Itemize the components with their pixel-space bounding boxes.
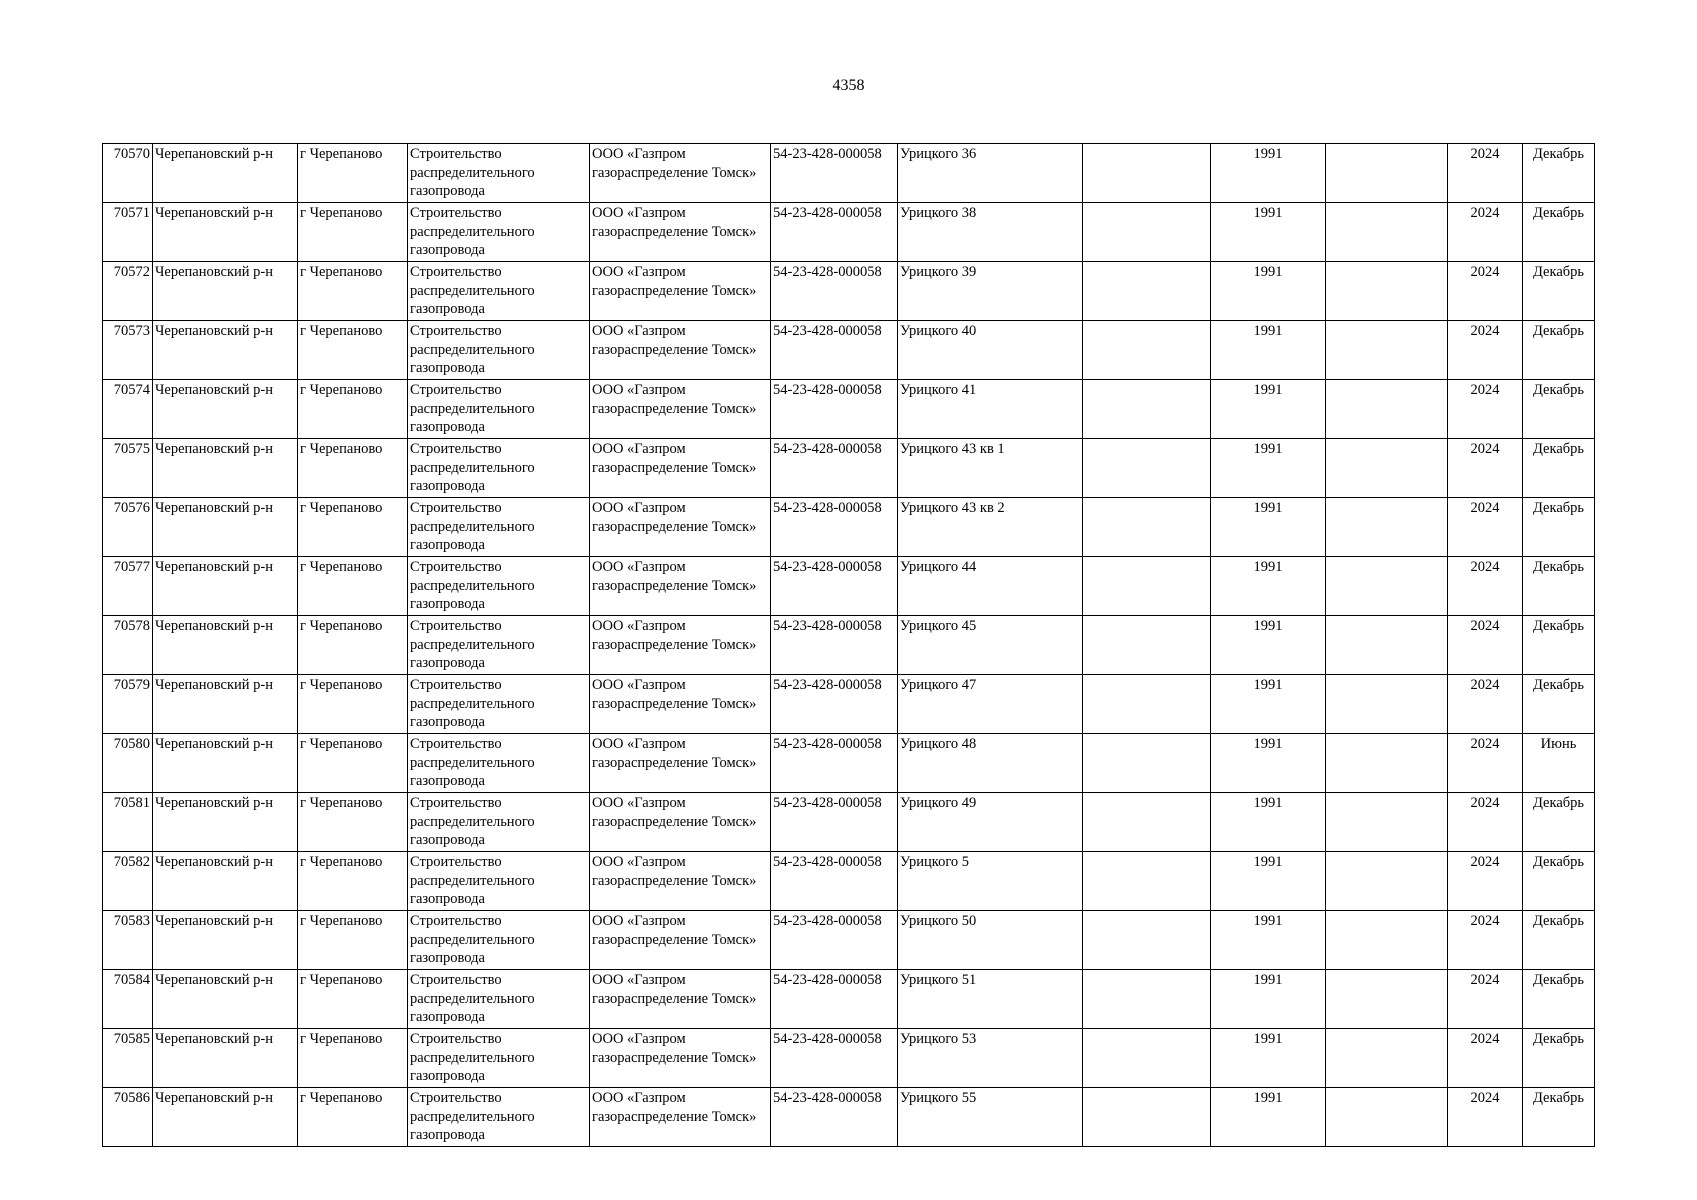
empty-cell bbox=[1326, 380, 1448, 439]
empty-cell bbox=[1326, 1088, 1448, 1147]
table-row bbox=[103, 557, 1595, 616]
build-year-cell: 1991 bbox=[1211, 1088, 1326, 1147]
plan-year-cell: 2024 bbox=[1448, 616, 1523, 675]
table-row bbox=[103, 852, 1595, 911]
town-cell: г Черепаново bbox=[298, 911, 408, 970]
empty-cell bbox=[1083, 734, 1211, 793]
district-cell: Черепановский р-н bbox=[153, 1088, 298, 1147]
empty-cell bbox=[1083, 439, 1211, 498]
work-type-cell: Строительство распределительного газопровода bbox=[408, 203, 590, 262]
plan-month-cell: Декабрь bbox=[1523, 380, 1595, 439]
district-cell: Черепановский р-н bbox=[153, 911, 298, 970]
plan-year-cell: 2024 bbox=[1448, 970, 1523, 1029]
plan-month-cell: Июнь bbox=[1523, 734, 1595, 793]
organization-cell: ООО «Газпром газораспределение Томск» bbox=[590, 203, 771, 262]
row-number-cell: 70574 bbox=[103, 380, 153, 439]
table-row bbox=[103, 262, 1595, 321]
empty-cell bbox=[1083, 852, 1211, 911]
object-code-cell: 54-23-428-000058 bbox=[771, 675, 898, 734]
empty-cell bbox=[1083, 911, 1211, 970]
row-number-cell: 70570 bbox=[103, 144, 153, 203]
plan-year-cell: 2024 bbox=[1448, 262, 1523, 321]
build-year-cell: 1991 bbox=[1211, 1029, 1326, 1088]
build-year-cell: 1991 bbox=[1211, 498, 1326, 557]
plan-year-cell: 2024 bbox=[1448, 793, 1523, 852]
empty-cell bbox=[1326, 970, 1448, 1029]
empty-cell bbox=[1326, 439, 1448, 498]
object-code-cell: 54-23-428-000058 bbox=[771, 1088, 898, 1147]
empty-cell bbox=[1326, 734, 1448, 793]
organization-cell: ООО «Газпром газораспределение Томск» bbox=[590, 1088, 771, 1147]
plan-year-cell: 2024 bbox=[1448, 675, 1523, 734]
address-cell: Урицкого 47 bbox=[898, 675, 1083, 734]
empty-cell bbox=[1083, 675, 1211, 734]
empty-cell bbox=[1326, 793, 1448, 852]
town-cell: г Черепаново bbox=[298, 439, 408, 498]
district-cell: Черепановский р-н bbox=[153, 262, 298, 321]
plan-year-cell: 2024 bbox=[1448, 557, 1523, 616]
table-row bbox=[103, 793, 1595, 852]
table-row bbox=[103, 321, 1595, 380]
row-number-cell: 70572 bbox=[103, 262, 153, 321]
plan-year-cell: 2024 bbox=[1448, 321, 1523, 380]
table-row bbox=[103, 675, 1595, 734]
work-type-cell: Строительство распределительного газопровода bbox=[408, 557, 590, 616]
town-cell: г Черепаново bbox=[298, 852, 408, 911]
town-cell: г Черепаново bbox=[298, 498, 408, 557]
plan-month-cell: Декабрь bbox=[1523, 144, 1595, 203]
work-type-cell: Строительство распределительного газопровода bbox=[408, 734, 590, 793]
plan-month-cell: Декабрь bbox=[1523, 911, 1595, 970]
organization-cell: ООО «Газпром газораспределение Томск» bbox=[590, 793, 771, 852]
row-number-cell: 70580 bbox=[103, 734, 153, 793]
work-type-cell: Строительство распределительного газопровода bbox=[408, 1088, 590, 1147]
address-cell: Урицкого 43 кв 2 bbox=[898, 498, 1083, 557]
row-number-cell: 70578 bbox=[103, 616, 153, 675]
work-type-cell: Строительство распределительного газопровода bbox=[408, 852, 590, 911]
organization-cell: ООО «Газпром газораспределение Томск» bbox=[590, 557, 771, 616]
organization-cell: ООО «Газпром газораспределение Томск» bbox=[590, 439, 771, 498]
row-number-cell: 70586 bbox=[103, 1088, 153, 1147]
district-cell: Черепановский р-н bbox=[153, 1029, 298, 1088]
organization-cell: ООО «Газпром газораспределение Томск» bbox=[590, 1029, 771, 1088]
empty-cell bbox=[1326, 557, 1448, 616]
empty-cell bbox=[1083, 616, 1211, 675]
object-code-cell: 54-23-428-000058 bbox=[771, 557, 898, 616]
plan-year-cell: 2024 bbox=[1448, 203, 1523, 262]
town-cell: г Черепаново bbox=[298, 793, 408, 852]
address-cell: Урицкого 45 bbox=[898, 616, 1083, 675]
empty-cell bbox=[1326, 498, 1448, 557]
build-year-cell: 1991 bbox=[1211, 793, 1326, 852]
organization-cell: ООО «Газпром газораспределение Томск» bbox=[590, 262, 771, 321]
empty-cell bbox=[1326, 911, 1448, 970]
empty-cell bbox=[1326, 321, 1448, 380]
object-code-cell: 54-23-428-000058 bbox=[771, 380, 898, 439]
work-type-cell: Строительство распределительного газопровода bbox=[408, 970, 590, 1029]
plan-year-cell: 2024 bbox=[1448, 852, 1523, 911]
empty-cell bbox=[1083, 380, 1211, 439]
empty-cell bbox=[1083, 557, 1211, 616]
work-type-cell: Строительство распределительного газопровода bbox=[408, 793, 590, 852]
empty-cell bbox=[1326, 144, 1448, 203]
town-cell: г Черепаново bbox=[298, 262, 408, 321]
plan-month-cell: Декабрь bbox=[1523, 557, 1595, 616]
empty-cell bbox=[1326, 203, 1448, 262]
district-cell: Черепановский р-н bbox=[153, 793, 298, 852]
plan-month-cell: Декабрь bbox=[1523, 616, 1595, 675]
plan-month-cell: Декабрь bbox=[1523, 203, 1595, 262]
object-code-cell: 54-23-428-000058 bbox=[771, 203, 898, 262]
plan-year-cell: 2024 bbox=[1448, 439, 1523, 498]
organization-cell: ООО «Газпром газораспределение Томск» bbox=[590, 144, 771, 203]
work-type-cell: Строительство распределительного газопровода bbox=[408, 498, 590, 557]
object-code-cell: 54-23-428-000058 bbox=[771, 793, 898, 852]
row-number-cell: 70573 bbox=[103, 321, 153, 380]
table-row bbox=[103, 734, 1595, 793]
district-cell: Черепановский р-н bbox=[153, 321, 298, 380]
plan-year-cell: 2024 bbox=[1448, 1029, 1523, 1088]
organization-cell: ООО «Газпром газораспределение Томск» bbox=[590, 321, 771, 380]
district-cell: Черепановский р-н bbox=[153, 852, 298, 911]
work-type-cell: Строительство распределительного газопровода bbox=[408, 321, 590, 380]
district-cell: Черепановский р-н bbox=[153, 675, 298, 734]
table-row bbox=[103, 1029, 1595, 1088]
district-cell: Черепановский р-н bbox=[153, 734, 298, 793]
address-cell: Урицкого 49 bbox=[898, 793, 1083, 852]
row-number-cell: 70576 bbox=[103, 498, 153, 557]
build-year-cell: 1991 bbox=[1211, 675, 1326, 734]
plan-year-cell: 2024 bbox=[1448, 734, 1523, 793]
empty-cell bbox=[1083, 144, 1211, 203]
district-cell: Черепановский р-н bbox=[153, 203, 298, 262]
empty-cell bbox=[1326, 616, 1448, 675]
table-row bbox=[103, 144, 1595, 203]
address-cell: Урицкого 41 bbox=[898, 380, 1083, 439]
empty-cell bbox=[1083, 1088, 1211, 1147]
address-cell: Урицкого 40 bbox=[898, 321, 1083, 380]
table-row bbox=[103, 380, 1595, 439]
organization-cell: ООО «Газпром газораспределение Томск» bbox=[590, 675, 771, 734]
row-number-cell: 70581 bbox=[103, 793, 153, 852]
plan-month-cell: Декабрь bbox=[1523, 1029, 1595, 1088]
object-code-cell: 54-23-428-000058 bbox=[771, 144, 898, 203]
table-row bbox=[103, 616, 1595, 675]
work-type-cell: Строительство распределительного газопровода bbox=[408, 262, 590, 321]
plan-month-cell: Декабрь bbox=[1523, 498, 1595, 557]
address-cell: Урицкого 55 bbox=[898, 1088, 1083, 1147]
town-cell: г Черепаново bbox=[298, 144, 408, 203]
table-row bbox=[103, 439, 1595, 498]
empty-cell bbox=[1326, 262, 1448, 321]
row-number-cell: 70575 bbox=[103, 439, 153, 498]
row-number-cell: 70571 bbox=[103, 203, 153, 262]
object-code-cell: 54-23-428-000058 bbox=[771, 616, 898, 675]
registry-table-body bbox=[103, 144, 1595, 1147]
object-code-cell: 54-23-428-000058 bbox=[771, 321, 898, 380]
build-year-cell: 1991 bbox=[1211, 970, 1326, 1029]
row-number-cell: 70584 bbox=[103, 970, 153, 1029]
build-year-cell: 1991 bbox=[1211, 262, 1326, 321]
town-cell: г Черепаново bbox=[298, 203, 408, 262]
build-year-cell: 1991 bbox=[1211, 852, 1326, 911]
town-cell: г Черепаново bbox=[298, 734, 408, 793]
work-type-cell: Строительство распределительного газопровода bbox=[408, 911, 590, 970]
town-cell: г Черепаново bbox=[298, 557, 408, 616]
empty-cell bbox=[1326, 1029, 1448, 1088]
town-cell: г Черепаново bbox=[298, 970, 408, 1029]
work-type-cell: Строительство распределительного газопровода bbox=[408, 439, 590, 498]
organization-cell: ООО «Газпром газораспределение Томск» bbox=[590, 911, 771, 970]
empty-cell bbox=[1083, 498, 1211, 557]
empty-cell bbox=[1083, 321, 1211, 380]
address-cell: Урицкого 38 bbox=[898, 203, 1083, 262]
district-cell: Черепановский р-н bbox=[153, 380, 298, 439]
build-year-cell: 1991 bbox=[1211, 203, 1326, 262]
plan-month-cell: Декабрь bbox=[1523, 439, 1595, 498]
empty-cell bbox=[1326, 675, 1448, 734]
plan-month-cell: Декабрь bbox=[1523, 970, 1595, 1029]
object-code-cell: 54-23-428-000058 bbox=[771, 1029, 898, 1088]
empty-cell bbox=[1083, 793, 1211, 852]
row-number-cell: 70579 bbox=[103, 675, 153, 734]
district-cell: Черепановский р-н bbox=[153, 498, 298, 557]
plan-month-cell: Декабрь bbox=[1523, 1088, 1595, 1147]
address-cell: Урицкого 39 bbox=[898, 262, 1083, 321]
plan-year-cell: 2024 bbox=[1448, 911, 1523, 970]
table-row bbox=[103, 970, 1595, 1029]
plan-month-cell: Декабрь bbox=[1523, 262, 1595, 321]
page-number: 4358 bbox=[832, 77, 865, 94]
plan-month-cell: Декабрь bbox=[1523, 852, 1595, 911]
organization-cell: ООО «Газпром газораспределение Томск» bbox=[590, 970, 771, 1029]
address-cell: Урицкого 43 кв 1 bbox=[898, 439, 1083, 498]
town-cell: г Черепаново bbox=[298, 321, 408, 380]
organization-cell: ООО «Газпром газораспределение Томск» bbox=[590, 852, 771, 911]
registry-table bbox=[102, 143, 1595, 1147]
build-year-cell: 1991 bbox=[1211, 734, 1326, 793]
plan-year-cell: 2024 bbox=[1448, 498, 1523, 557]
district-cell: Черепановский р-н bbox=[153, 616, 298, 675]
plan-year-cell: 2024 bbox=[1448, 144, 1523, 203]
row-number-cell: 70582 bbox=[103, 852, 153, 911]
empty-cell bbox=[1083, 1029, 1211, 1088]
town-cell: г Черепаново bbox=[298, 380, 408, 439]
object-code-cell: 54-23-428-000058 bbox=[771, 439, 898, 498]
object-code-cell: 54-23-428-000058 bbox=[771, 852, 898, 911]
object-code-cell: 54-23-428-000058 bbox=[771, 970, 898, 1029]
build-year-cell: 1991 bbox=[1211, 911, 1326, 970]
empty-cell bbox=[1326, 852, 1448, 911]
address-cell: Урицкого 5 bbox=[898, 852, 1083, 911]
plan-year-cell: 2024 bbox=[1448, 380, 1523, 439]
build-year-cell: 1991 bbox=[1211, 380, 1326, 439]
build-year-cell: 1991 bbox=[1211, 439, 1326, 498]
empty-cell bbox=[1083, 203, 1211, 262]
address-cell: Урицкого 53 bbox=[898, 1029, 1083, 1088]
organization-cell: ООО «Газпром газораспределение Томск» bbox=[590, 498, 771, 557]
empty-cell bbox=[1083, 262, 1211, 321]
build-year-cell: 1991 bbox=[1211, 144, 1326, 203]
work-type-cell: Строительство распределительного газопровода bbox=[408, 144, 590, 203]
town-cell: г Черепаново bbox=[298, 616, 408, 675]
build-year-cell: 1991 bbox=[1211, 321, 1326, 380]
table-row bbox=[103, 498, 1595, 557]
object-code-cell: 54-23-428-000058 bbox=[771, 498, 898, 557]
plan-month-cell: Декабрь bbox=[1523, 321, 1595, 380]
work-type-cell: Строительство распределительного газопровода bbox=[408, 675, 590, 734]
town-cell: г Черепаново bbox=[298, 1088, 408, 1147]
object-code-cell: 54-23-428-000058 bbox=[771, 734, 898, 793]
address-cell: Урицкого 36 bbox=[898, 144, 1083, 203]
address-cell: Урицкого 44 bbox=[898, 557, 1083, 616]
build-year-cell: 1991 bbox=[1211, 616, 1326, 675]
object-code-cell: 54-23-428-000058 bbox=[771, 262, 898, 321]
plan-month-cell: Декабрь bbox=[1523, 675, 1595, 734]
row-number-cell: 70585 bbox=[103, 1029, 153, 1088]
empty-cell bbox=[1083, 970, 1211, 1029]
table-row bbox=[103, 911, 1595, 970]
organization-cell: ООО «Газпром газораспределение Томск» bbox=[590, 380, 771, 439]
address-cell: Урицкого 50 bbox=[898, 911, 1083, 970]
work-type-cell: Строительство распределительного газопровода bbox=[408, 1029, 590, 1088]
object-code-cell: 54-23-428-000058 bbox=[771, 911, 898, 970]
work-type-cell: Строительство распределительного газопровода bbox=[408, 616, 590, 675]
plan-year-cell: 2024 bbox=[1448, 1088, 1523, 1147]
town-cell: г Черепаново bbox=[298, 1029, 408, 1088]
organization-cell: ООО «Газпром газораспределение Томск» bbox=[590, 734, 771, 793]
plan-month-cell: Декабрь bbox=[1523, 793, 1595, 852]
town-cell: г Черепаново bbox=[298, 675, 408, 734]
district-cell: Черепановский р-н bbox=[153, 970, 298, 1029]
district-cell: Черепановский р-н bbox=[153, 144, 298, 203]
district-cell: Черепановский р-н bbox=[153, 439, 298, 498]
row-number-cell: 70577 bbox=[103, 557, 153, 616]
table-row bbox=[103, 203, 1595, 262]
district-cell: Черепановский р-н bbox=[153, 557, 298, 616]
table-row bbox=[103, 1088, 1595, 1147]
build-year-cell: 1991 bbox=[1211, 557, 1326, 616]
address-cell: Урицкого 48 bbox=[898, 734, 1083, 793]
organization-cell: ООО «Газпром газораспределение Томск» bbox=[590, 616, 771, 675]
row-number-cell: 70583 bbox=[103, 911, 153, 970]
address-cell: Урицкого 51 bbox=[898, 970, 1083, 1029]
work-type-cell: Строительство распределительного газопровода bbox=[408, 380, 590, 439]
